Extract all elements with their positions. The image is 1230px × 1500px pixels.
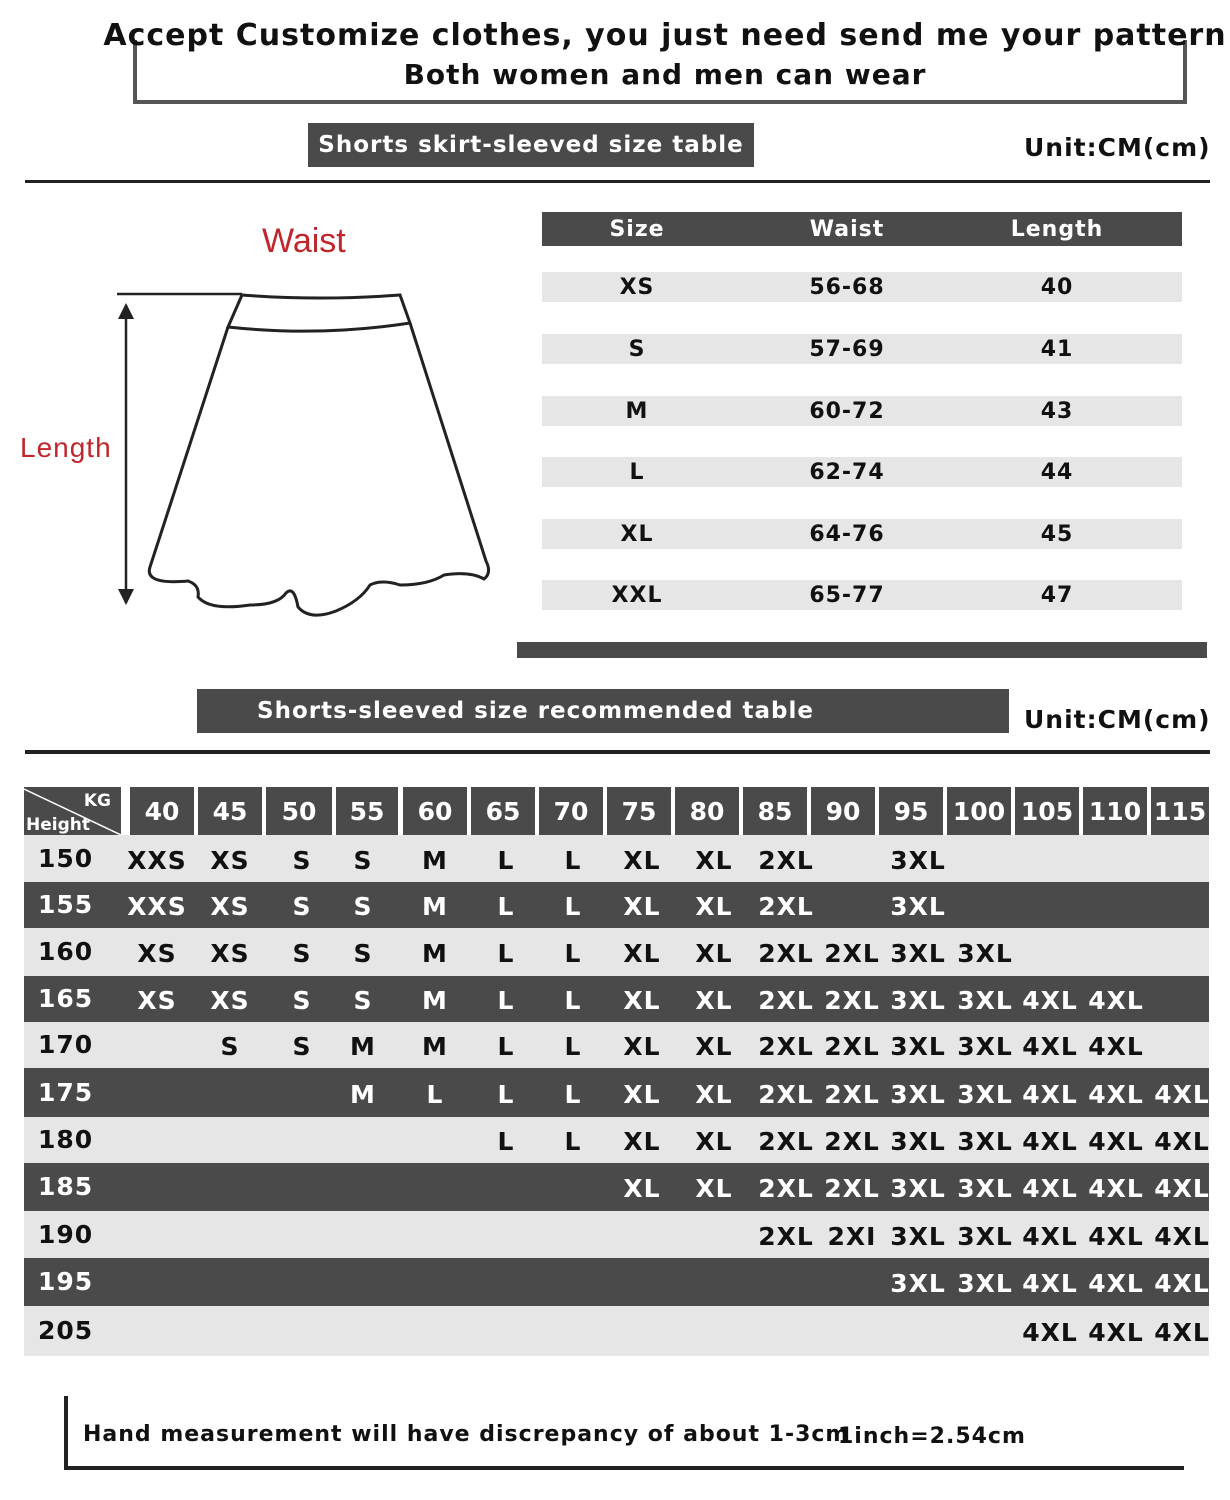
recommend-row [24, 1258, 1209, 1306]
size-recommend-cell: XS [137, 939, 177, 968]
footer-conversion: 1inch=2.54cm [838, 1424, 1026, 1449]
size-recommend-cell: S [220, 1032, 240, 1061]
size-recommend-cell: L [564, 892, 582, 921]
size-cell: L [629, 459, 645, 485]
size-recommend-cell: 4XL [1088, 1318, 1144, 1347]
size-table-header [542, 212, 1182, 246]
size-recommend-cell: 4XL [1088, 1174, 1144, 1203]
kg-header-cell: 70 [539, 787, 603, 835]
size-cell: XL [620, 521, 654, 547]
size-recommend-cell: XL [623, 1127, 661, 1156]
recommend-row [24, 1117, 1209, 1163]
size-recommend-cell: 4XL [1022, 1221, 1078, 1251]
size-recommend-cell: 2XL [758, 1127, 814, 1156]
recommend-table-title: Shorts-sleeved size recommended table [197, 689, 1009, 733]
kg-header-cell: 90 [811, 787, 875, 835]
size-recommend-cell: 2XL [824, 1032, 880, 1061]
size-recommend-cell: M [350, 1079, 376, 1109]
size-recommend-cell: 3XL [957, 1174, 1013, 1203]
size-recommend-cell: L [564, 1079, 582, 1109]
size-recommend-cell: 3XL [957, 1032, 1013, 1061]
size-recommend-cell: 3XL [890, 939, 946, 968]
size-recommend-cell: S [353, 939, 373, 968]
kg-header-cell: 85 [743, 787, 807, 835]
size-recommend-cell: 4XL [1154, 1127, 1210, 1156]
size-recommend-cell: 4XL [1022, 1174, 1078, 1203]
size-recommend-cell: XL [695, 1174, 733, 1203]
size-recommend-cell: XL [695, 892, 733, 921]
height-cell: 170 [38, 1030, 94, 1059]
recommend-row [24, 835, 1209, 882]
recommend-row [24, 1022, 1209, 1068]
header-waist: Waist [809, 216, 885, 242]
size-recommend-cell: S [353, 845, 373, 875]
recommend-row [24, 928, 1209, 976]
size-cell: S [628, 336, 646, 362]
waist-cell: 65-77 [809, 582, 885, 608]
section-divider [25, 180, 1210, 183]
size-recommend-cell: S [292, 939, 312, 968]
kg-header-cell: 55 [336, 787, 398, 835]
size-recommend-cell: L [497, 939, 515, 968]
size-recommend-cell: 2XL [824, 1079, 880, 1109]
size-recommend-cell: XL [695, 1127, 733, 1156]
size-recommend-cell: XL [695, 939, 733, 968]
size-table-title: Shorts skirt-sleeved size table [308, 123, 754, 167]
waist-cell: 57-69 [809, 336, 885, 362]
size-recommend-cell: 2XL [758, 1174, 814, 1203]
banner-line-1: Accept Customize clothes, you just need send me your pattern [103, 18, 1227, 53]
size-recommend-cell: M [422, 986, 448, 1015]
size-recommend-cell: L [497, 845, 515, 875]
size-recommend-cell: L [564, 845, 582, 875]
size-recommend-cell: 4XL [1022, 1318, 1078, 1347]
size-recommend-cell: 3XL [890, 892, 946, 921]
recommend-row [24, 976, 1209, 1022]
size-recommend-cell: L [564, 986, 582, 1015]
size-recommend-cell: M [422, 892, 448, 921]
kg-header-cell: 110 [1083, 787, 1147, 835]
table-corner [24, 787, 121, 835]
size-recommend-cell: XL [623, 1032, 661, 1061]
kg-header-cell: 50 [266, 787, 332, 835]
size-table-row [542, 519, 1182, 549]
size-recommend-cell: 4XL [1022, 1269, 1078, 1298]
size-recommend-cell: 4XL [1022, 1032, 1078, 1061]
size-recommend-cell: 3XL [890, 1079, 946, 1109]
size-recommend-cell: XL [623, 986, 661, 1015]
recommend-row [24, 1068, 1209, 1117]
size-recommend-cell: XL [623, 892, 661, 921]
size-recommend-cell: XL [695, 845, 733, 875]
size-recommend-cell: XS [210, 939, 250, 968]
size-recommend-cell: L [564, 939, 582, 968]
recommend-row [24, 1306, 1209, 1356]
size-recommend-cell: 3XL [890, 1127, 946, 1156]
size-recommend-cell: 2XI [827, 1221, 877, 1251]
recommend-row [24, 1211, 1209, 1258]
waist-label: Waist [262, 222, 346, 260]
section-divider-2 [25, 750, 1210, 754]
size-recommend-cell: 4XL [1154, 1174, 1210, 1203]
kg-header-cell: 100 [947, 787, 1011, 835]
size-recommend-cell: S [353, 892, 373, 921]
length-cell: 43 [1040, 398, 1074, 424]
size-recommend-cell: 3XL [890, 1174, 946, 1203]
size-table-row [542, 457, 1182, 487]
size-recommend-cell: XXS [127, 845, 187, 875]
size-recommend-cell: XL [623, 845, 661, 875]
size-recommend-cell: S [292, 892, 312, 921]
kg-header-cell: 95 [879, 787, 943, 835]
waist-cell: 64-76 [809, 521, 885, 547]
height-cell: 160 [38, 937, 94, 966]
size-recommend-cell: 4XL [1088, 1079, 1144, 1109]
size-recommend-cell: M [422, 1032, 448, 1061]
size-cell: M [625, 398, 649, 424]
size-recommend-cell: M [350, 1032, 376, 1061]
size-recommend-cell: 3XL [890, 1269, 946, 1298]
size-recommend-cell: 2XL [824, 1174, 880, 1203]
size-recommend-cell: XS [210, 892, 250, 921]
size-recommend-cell: 4XL [1154, 1221, 1210, 1251]
size-recommend-cell: L [497, 1079, 515, 1109]
size-recommend-cell: XL [623, 1174, 661, 1203]
kg-header-cell: 40 [130, 787, 194, 835]
height-cell: 185 [38, 1172, 94, 1201]
size-recommend-cell: S [292, 986, 312, 1015]
size-recommend-cell: 2XL [758, 892, 814, 921]
skirt-diagram [100, 285, 500, 625]
length-cell: 45 [1040, 521, 1074, 547]
size-recommend-cell: XS [210, 845, 250, 875]
size-table-bottom-bar [517, 642, 1207, 658]
size-recommend-cell: 2XL [758, 1221, 814, 1251]
waist-cell: 56-68 [809, 274, 885, 300]
kg-header-cell: 115 [1151, 787, 1209, 835]
kg-header-cell: 75 [607, 787, 671, 835]
size-recommend-cell: 2XL [824, 939, 880, 968]
size-recommend-cell: L [426, 1079, 444, 1109]
header-length: Length [1010, 216, 1104, 242]
kg-header-cell: 60 [403, 787, 467, 835]
size-recommend-cell: L [497, 892, 515, 921]
size-recommend-cell: 4XL [1088, 1221, 1144, 1251]
size-recommend-cell: L [497, 1032, 515, 1061]
kg-header-cell: 65 [471, 787, 535, 835]
height-cell: 175 [38, 1077, 94, 1107]
length-cell: 41 [1040, 336, 1074, 362]
size-recommend-cell: 3XL [890, 1032, 946, 1061]
size-recommend-cell: 4XL [1088, 1032, 1144, 1061]
size-recommend-cell: 4XL [1022, 1127, 1078, 1156]
size-cell: XS [619, 274, 655, 300]
size-table-row [542, 272, 1182, 302]
size-recommend-cell: 2XL [758, 939, 814, 968]
kg-header-cell: 80 [675, 787, 739, 835]
size-recommend-cell: 2XL [758, 845, 814, 875]
recommend-table-unit: Unit:CM(cm) [1024, 705, 1211, 734]
size-recommend-cell: 4XL [1022, 986, 1078, 1015]
size-recommend-cell: XS [137, 986, 177, 1015]
banner-line-2: Both women and men can wear [403, 58, 927, 91]
size-recommend-cell: 4XL [1154, 1269, 1210, 1298]
height-cell: 190 [38, 1219, 94, 1249]
size-recommend-cell: 3XL [957, 986, 1013, 1015]
recommend-row [24, 882, 1209, 928]
kg-header-cell: 45 [198, 787, 262, 835]
height-cell: 150 [38, 843, 94, 873]
recommend-row [24, 1163, 1209, 1211]
height-cell: 155 [38, 890, 94, 919]
size-recommend-cell: 4XL [1022, 1079, 1078, 1109]
size-recommend-cell: 4XL [1154, 1079, 1210, 1109]
size-recommend-cell: S [292, 845, 312, 875]
height-cell: 195 [38, 1267, 94, 1296]
size-table-row [542, 396, 1182, 426]
height-cell: 180 [38, 1125, 94, 1154]
size-table-unit: Unit:CM(cm) [1024, 133, 1211, 162]
size-recommend-cell: 3XL [890, 1221, 946, 1251]
corner-kg-label: KG [83, 791, 111, 811]
size-recommend-cell: 4XL [1088, 1127, 1144, 1156]
size-table-row [542, 580, 1182, 610]
height-cell: 205 [38, 1316, 94, 1345]
size-recommend-cell: 3XL [957, 1221, 1013, 1251]
size-recommend-cell: M [422, 939, 448, 968]
size-recommend-cell: 2XL [824, 986, 880, 1015]
size-recommend-cell: S [353, 986, 373, 1015]
size-recommend-cell: 3XL [957, 939, 1013, 968]
height-cell: 165 [38, 984, 94, 1013]
size-recommend-cell: L [564, 1127, 582, 1156]
size-table-row [542, 334, 1182, 364]
size-recommend-cell: 2XL [758, 1079, 814, 1109]
waist-cell: 60-72 [809, 398, 885, 424]
length-label: Length [20, 432, 112, 463]
size-recommend-cell: L [497, 986, 515, 1015]
length-cell: 40 [1040, 274, 1074, 300]
size-recommend-cell: XXS [127, 892, 187, 921]
size-recommend-cell: 3XL [957, 1269, 1013, 1298]
size-recommend-cell: 3XL [957, 1079, 1013, 1109]
size-recommend-cell: XL [623, 1079, 661, 1109]
size-recommend-cell: XL [623, 939, 661, 968]
size-recommend-cell: XL [695, 1032, 733, 1061]
size-recommend-cell: 4XL [1154, 1318, 1210, 1347]
size-recommend-cell: 3XL [890, 986, 946, 1015]
size-cell: XXL [611, 582, 663, 608]
size-recommend-cell: 3XL [890, 845, 946, 875]
size-recommend-cell: L [497, 1127, 515, 1156]
footer-note: Hand measurement will have discrepancy of about 1-3cm [83, 1422, 850, 1447]
length-cell: 44 [1040, 459, 1074, 485]
size-recommend-cell: L [564, 1032, 582, 1061]
header-size: Size [609, 216, 665, 242]
size-recommend-cell: M [422, 845, 448, 875]
size-recommend-cell: 2XL [758, 986, 814, 1015]
size-recommend-cell: XL [695, 1079, 733, 1109]
size-recommend-cell: 4XL [1088, 1269, 1144, 1298]
kg-header-cell: 105 [1015, 787, 1079, 835]
waist-cell: 62-74 [809, 459, 885, 485]
size-recommend-cell: 2XL [824, 1127, 880, 1156]
corner-height-label: Height [26, 815, 90, 835]
size-recommend-cell: 3XL [957, 1127, 1013, 1156]
size-recommend-cell: 4XL [1088, 986, 1144, 1015]
length-cell: 47 [1040, 582, 1074, 608]
size-recommend-cell: XL [695, 986, 733, 1015]
size-recommend-cell: XS [210, 986, 250, 1015]
size-recommend-cell: S [292, 1032, 312, 1061]
size-recommend-cell: 2XL [758, 1032, 814, 1061]
